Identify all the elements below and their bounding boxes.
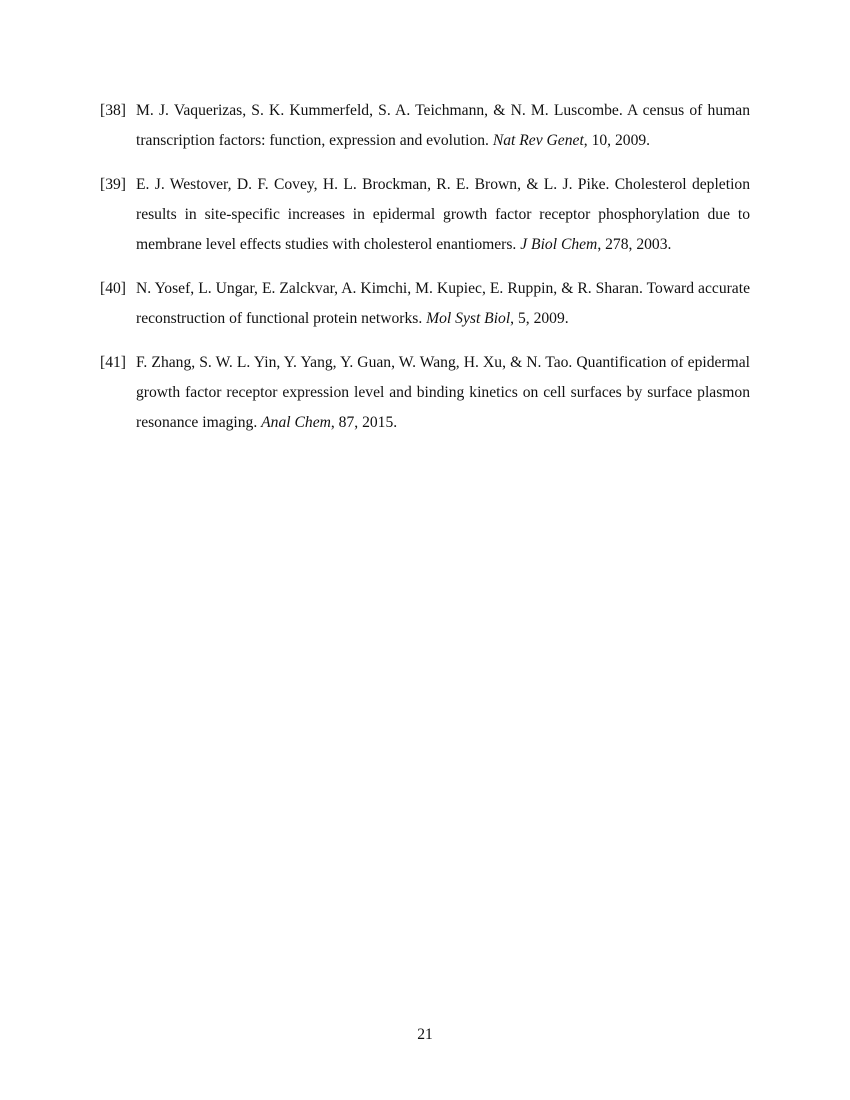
reference-volume-year: , 10, 2009. — [583, 132, 651, 149]
reference-volume-year: , 87, 2015. — [330, 414, 398, 431]
reference-41 — [100, 348, 750, 438]
reference-journal: J Biol Chem — [520, 236, 598, 253]
reference-number: [41] — [100, 354, 126, 371]
reference-number: [39] — [100, 176, 126, 193]
page-number: 21 — [417, 1026, 433, 1043]
reference-volume-year: , 5, 2009. — [510, 310, 569, 327]
reference-list — [100, 96, 750, 452]
reference-authors-title: E. J. Westover, D. F. Covey, H. L. Brockman, R. E. Brown, & L. J. Pike. Cholesterol depletion results in site-specific increases in epidermal growth factor receptor phosphorylation due to membrane level effects studies with cholesterol enantiomers. — [136, 176, 750, 253]
reference-journal: Anal Chem — [261, 414, 331, 431]
reference-volume-year: , 278, 2003. — [597, 236, 672, 253]
reference-authors-title: N. Yosef, L. Ungar, E. Zalckvar, A. Kimchi, M. Kupiec, E. Ruppin, & R. Sharan. Toward accurate reconstruction of functional protein networks. — [136, 280, 750, 327]
reference-39 — [100, 170, 750, 260]
reference-journal: Nat Rev Genet — [492, 132, 584, 149]
reference-authors-title: M. J. Vaquerizas, S. K. Kummerfeld, S. A. Teichmann, & N. M. Luscombe. A census of human transcription factors: function, expression and evolution. — [136, 102, 750, 149]
reference-40 — [100, 274, 750, 334]
reference-number: [38] — [100, 102, 126, 119]
reference-38 — [100, 96, 750, 156]
reference-authors-title: F. Zhang, S. W. L. Yin, Y. Yang, Y. Guan, W. Wang, H. Xu, & N. Tao. Quantification of epidermal growth factor receptor expression level and binding kinetics on cell surfaces by surface plasmon resonance imaging. — [136, 354, 750, 431]
reference-number: [40] — [100, 280, 126, 297]
reference-journal: Mol Syst Biol — [426, 310, 511, 327]
